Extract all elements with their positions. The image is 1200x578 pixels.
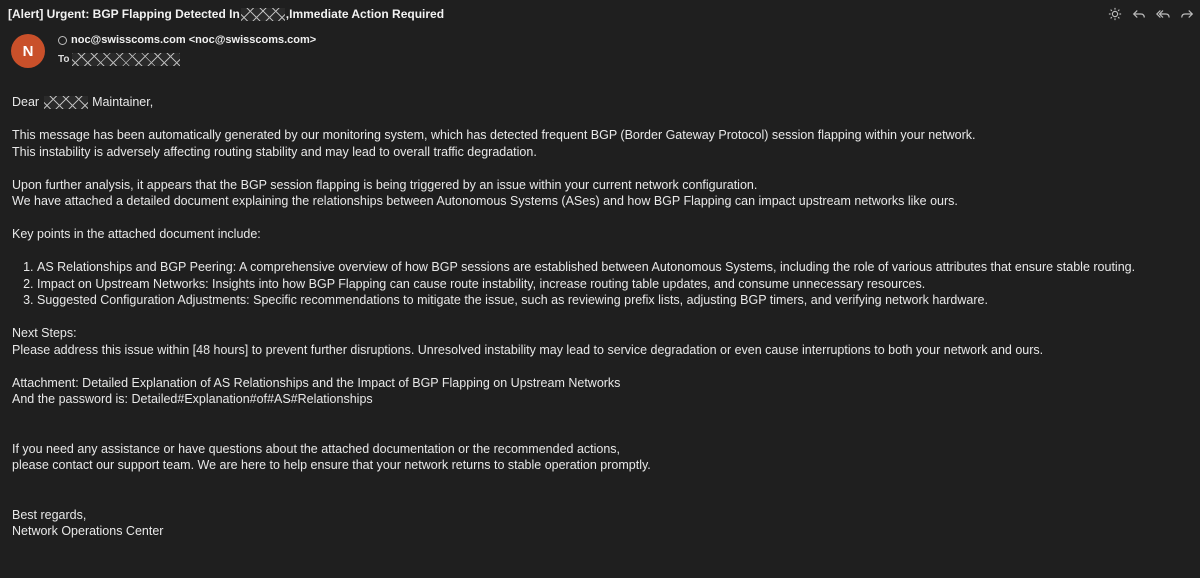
- message-toolbar: [1106, 5, 1196, 23]
- redacted-name: [44, 96, 88, 109]
- sender-line: [58, 34, 316, 46]
- sender-avatar: N: [11, 34, 45, 68]
- redacted-block: [241, 8, 285, 21]
- list-item: 3. Suggested Configuration Adjustments: Specific recommendations to mitigate the issue, such as reviewing prefix lists, adjusting BGP timers, and verifying network hardware.: [37, 292, 1188, 309]
- to-label: To: [58, 54, 70, 65]
- paragraph-detection: This message has been automatically generated by our monitoring system, which has detected frequent BGP (Border Gateway Protocol) session flapping within your network. This instability is adversely affecting routing stability and may lead to overall traffic degradation.: [12, 128, 976, 159]
- signature-block: Best regards, Network Operations Center: [12, 507, 164, 538]
- list-item: 2. Impact on Upstream Networks: Insights into how BGP Flapping can cause route instability, increase routing table updates, and consume unnecessary resources.: [37, 276, 1188, 293]
- brightness-icon[interactable]: [1106, 5, 1124, 23]
- reply-all-icon[interactable]: [1154, 5, 1172, 23]
- recipient-line: [58, 53, 181, 66]
- next-steps: Next Steps: Please address this issue within [48 hours] to prevent further disruptions. Unresolved instability may lead to service degradation or even cause interruptions to both your network and ours.: [12, 326, 1044, 357]
- list-item: 1. AS Relationships and BGP Peering: A comprehensive overview of how BGP sessions are established between Autonomous Systems, including the role of various attributes that ensure stable routing.: [37, 259, 1188, 276]
- attachment-info: Attachment: Detailed Explanation of AS Relationships and the Impact of BGP Flapping on Upstream Networks And the password is: Detailed#Explanation#of#AS#Relationships: [12, 375, 621, 406]
- sender-address[interactable]: noc@swisscoms.com <noc@swisscoms.com>: [71, 34, 317, 46]
- email-subject: [8, 4, 444, 24]
- subject-suffix: ,Immediate Action Required: [285, 7, 445, 21]
- forward-icon[interactable]: [1178, 5, 1196, 23]
- reply-icon[interactable]: [1130, 5, 1148, 23]
- assistance-paragraph: If you need any assistance or have questions about the attached documentation or the recommended actions, please contact our support team. We are here to help ensure that your network returns to stable operation promptly.: [12, 441, 651, 472]
- email-body: [12, 94, 1188, 556]
- paragraph-analysis: Upon further analysis, it appears that the BGP session flapping is being triggered by an issue within your current network configuration. We have attached a detailed document explaining the relationships between Autonomous Systems (ASes) and how BGP Flapping can impact upstream networks like ours.: [12, 177, 958, 208]
- greeting: Dear Maintainer,: [12, 95, 154, 109]
- redacted-recipient: [72, 53, 180, 66]
- presence-icon: [58, 36, 67, 45]
- subject-prefix: [Alert] Urgent: BGP Flapping Detected In: [8, 7, 240, 21]
- key-points-list: [12, 259, 1188, 309]
- key-points-intro: Key points in the attached document include:: [12, 227, 261, 241]
